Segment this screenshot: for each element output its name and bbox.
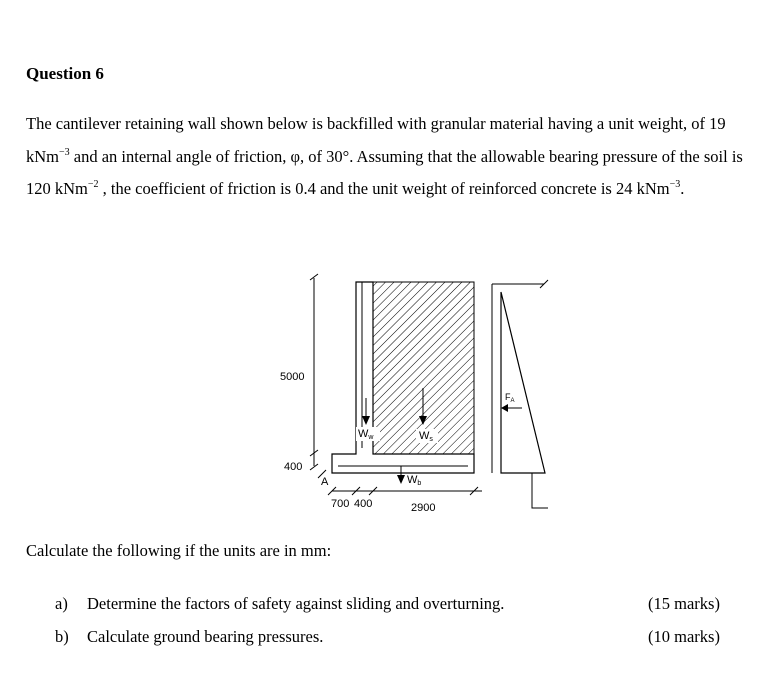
part-a-marks: (15 marks) — [648, 594, 720, 613]
active-pressure-triangle — [501, 292, 545, 473]
soil-backfill — [373, 282, 474, 454]
pressure-base-hook — [532, 473, 548, 508]
part-a-label: a) — [55, 594, 68, 613]
dim-height-label: 5000 — [280, 371, 305, 383]
instruction-text: Calculate the following if the units are in mm: — [26, 541, 332, 560]
dim-heel-label: 2900 — [411, 502, 436, 514]
dim-base-label: 400 — [284, 461, 303, 473]
part-b-marks: (10 marks) — [648, 627, 720, 646]
base-weight-label: Wb — [407, 474, 422, 487]
base-weight-arrowhead — [397, 475, 405, 484]
part-b-text: Calculate ground bearing pressures. — [87, 627, 324, 646]
exponent-2: −2 — [87, 179, 99, 190]
intro-text-1: The cantilever retaining wall shown below is backfilled with granular material having a unit weight, of 19 kNm — [26, 114, 726, 166]
question-title: Question 6 — [26, 64, 104, 83]
question-part-a — [55, 594, 745, 614]
part-b-label: b) — [55, 627, 69, 646]
intro-text-4: . — [680, 179, 685, 198]
question-intro — [26, 108, 761, 206]
wall-weight-label: Ww — [358, 428, 374, 441]
dim-toe-label: 700 — [331, 498, 350, 510]
soil-weight-label: Ws — [419, 430, 433, 443]
exponent-1: −3 — [59, 146, 70, 158]
dim-stem-label: 400 — [354, 498, 373, 510]
active-force-arrowhead — [501, 404, 508, 412]
question-part-b — [55, 627, 745, 647]
active-force-label: $F_A$ — [505, 392, 515, 404]
intro-text-2: and an internal angle of friction, φ, of 30°. Assuming that the allowable bearing pressure of the soil is 120 kNm — [26, 146, 743, 198]
intro-text-3: , the coefficient of friction is 0.4 and the unit weight of reinforced concrete is 24 kNm — [98, 179, 670, 198]
part-a-text: Determine the factors of safety against sliding and overturning. — [87, 594, 505, 613]
retaining-wall-diagram — [270, 270, 570, 530]
retaining-wall-svg — [270, 270, 570, 530]
point-a-label: A — [321, 476, 329, 488]
exponent-3: −3 — [669, 179, 681, 190]
